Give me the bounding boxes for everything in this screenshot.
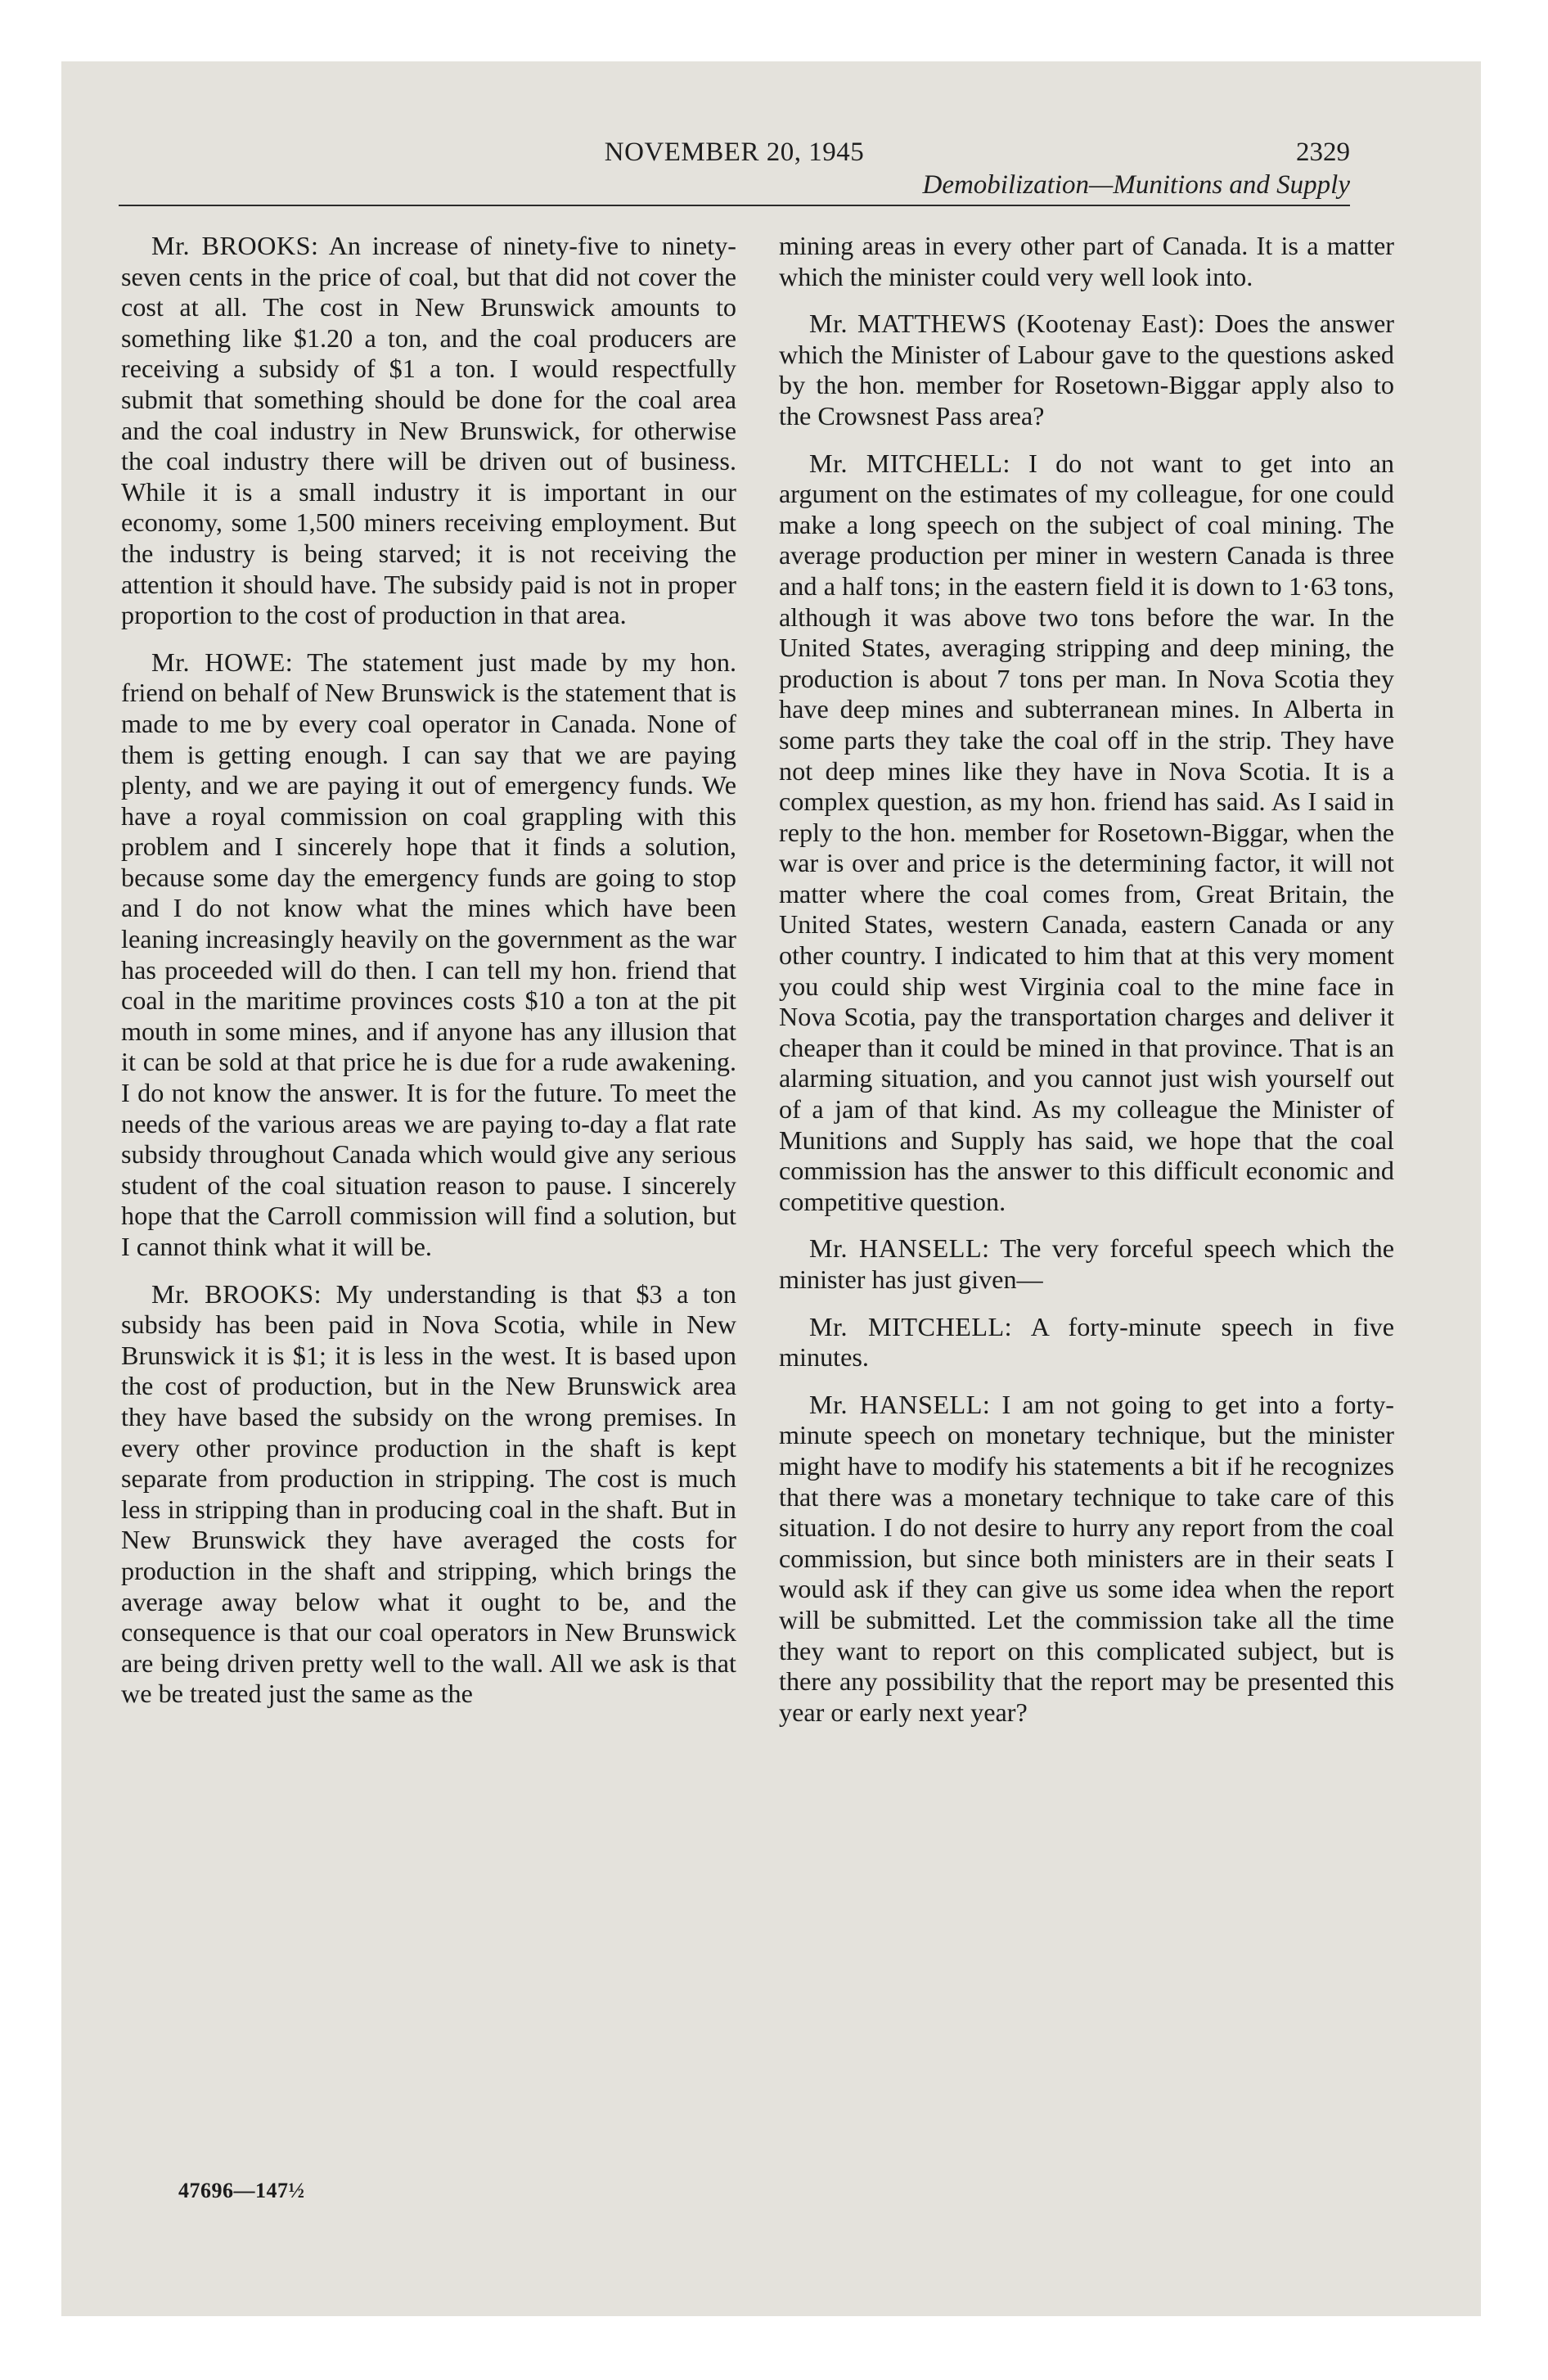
speech-paragraph	[779, 1312, 1394, 1373]
speech-text: A forty-minute speech in five minutes.	[779, 1311, 1394, 1373]
speaker-name: Mr. HANSELL:	[809, 1233, 990, 1264]
printer-signature-mark: 47696—147½	[178, 2179, 305, 2202]
speech-text: I am not going to get into a forty-minute speech on monetary technique, but the minister might have to modify his statements a bit if he recognizes that there was a monetary technique to take care of this situation. I do not desire to hurry any report from the coal commission, but since both ministers are in their seats I would ask if they can give us some idea when the report will be submitted. Let the commission take all the time they want to report on this complicated subject, but is there any possibility that the report may be presented this year or early next year?	[779, 1389, 1395, 1727]
speech-text: My understanding is that $3 a ton subsidy has been paid in Nova Scotia, while in New Brunswick it is $1; it is less in the west. It is based upon the cost of production, but in the New Brunswick area they have based the subsidy on the wrong premises. In every other province production in the shaft is kept separate from production in stripping. The cost is much less in stripping than in producing coal in the shaft. But in New Brunswick they have averaged the costs for production in the shaft and stripping, which brings the average away below what it ought to be, and the consequence is that our coal operators in New Brunswick are being driven pretty well to the wall. All we ask is that we be treated just the same as the	[121, 1278, 736, 1709]
speech-text: I do not want to get into an argument on the estimates of my colleague, for one could make a long speech on the subject of coal mining. The average production per miner in western Canada is three and a half tons; in the eastern field it is down to 1·63 tons, although it was above two tons before the war. In the United States, averaging stripping and deep mining, the production is about 7 tons per man. In Nova Scotia they have deep mines and subterranean mines. In Alberta in some parts they take the coal off in the strip. They have not deep mines like they have in Nova Scotia. It is a complex question, as my hon. friend has said. As I said in reply to the hon. member for Rosetown-Biggar, when the war is over and price is the determining factor, it will not matter where the coal comes from, Great Britain, the United States, western Canada, eastern Canada or any other country. I indicated to him that at this very moment you could ship west Virginia coal to the mine face in Nova Scotia, pay the transportation charges and deliver it cheaper than it could be mined in that province. That is an alarming situation, and you cannot just wish yourself out of a jam of that kind. As my colleague the Minister of Munitions and Supply has said, we hope that the coal commission has the answer to this difficult economic and competitive question.	[779, 448, 1394, 1216]
speech-paragraph	[121, 647, 736, 1263]
speech-text: The very forceful speech which the minister has just given—	[779, 1233, 1395, 1294]
speech-text: The statement just made by my hon. friend on behalf of New Brunswick is the statement that is made to me by every coal operator in Canada. None of them is getting enough. I can say that we are paying plenty, and we are paying it out of emergency funds. We have a royal commission on coal grappling with this problem and I sincerely hope that it finds a solution, because some day the emergency funds are going to stop and I do not know what the mines which have been leaning increasingly heavily on the government as the war has proceeded will do then. I can tell my hon. friend that coal in the maritime provinces costs $10 a ton at the pit mouth in some mines, and if anyone has any illusion that it can be sold at that price he is due for a rude awakening. I do not know the answer. It is for the future. To meet the needs of the various areas we are paying to-day a flat rate subsidy throughout Canada which would give any serious student of the coal situation reason to pause. I sincerely hope that the Carroll commission will find a solution, but I cannot think what it will be.	[121, 647, 736, 1261]
right-column	[779, 231, 1394, 1744]
section-title: Demobilization—Munitions and Supply	[922, 170, 1350, 200]
speech-paragraph	[121, 231, 736, 631]
speech-paragraph	[779, 1390, 1394, 1729]
speaker-name: Mr. HOWE:	[151, 647, 294, 677]
page-number: 2329	[1296, 137, 1350, 167]
speaker-name: Mr. MITCHELL:	[809, 1311, 1013, 1341]
speaker-name: Mr. MITCHELL:	[809, 448, 1010, 478]
header-date: NOVEMBER 20, 1945	[604, 137, 865, 167]
speech-paragraph	[121, 1279, 736, 1710]
speaker-name: Mr. HANSELL:	[809, 1389, 991, 1419]
speech-paragraph	[779, 449, 1394, 1218]
speaker-name: Mr. MATTHEWS (Kootenay East):	[809, 309, 1206, 339]
left-column	[121, 231, 736, 1726]
speech-continuation: mining areas in every other part of Canada. It is a matter which the minister could very well look into.	[779, 231, 1394, 291]
speaker-name: Mr. BROOKS:	[151, 1278, 322, 1309]
speaker-name: Mr. BROOKS:	[151, 231, 319, 260]
speech-paragraph	[779, 1233, 1394, 1295]
speech-paragraph	[779, 309, 1394, 431]
speech-text: An increase of ninety-five to ninety-seven cents in the price of coal, but that did not cover the cost at all. The cost in New Brunswick amounts to something like $1.20 a ton, and the coal producers are receiving a subsidy of $1 a ton. I would respectfully submit that something should be done for the coal area and the coal industry in New Brunswick, for otherwise the coal industry there will be driven out of business. While it is a small industry it is important in our economy, some 1,500 miners receiving employment. But the industry is being starved; it is not receiving the attention it should have. The subsidy paid is not in proper proportion to the cost of production in that area.	[121, 231, 737, 630]
page-header	[119, 137, 1350, 206]
speech-text: Does the answer which the Minister of Labour gave to the questions asked by the hon. member for Rosetown-Biggar apply also to the Crowsnest Pass area?	[779, 309, 1394, 430]
